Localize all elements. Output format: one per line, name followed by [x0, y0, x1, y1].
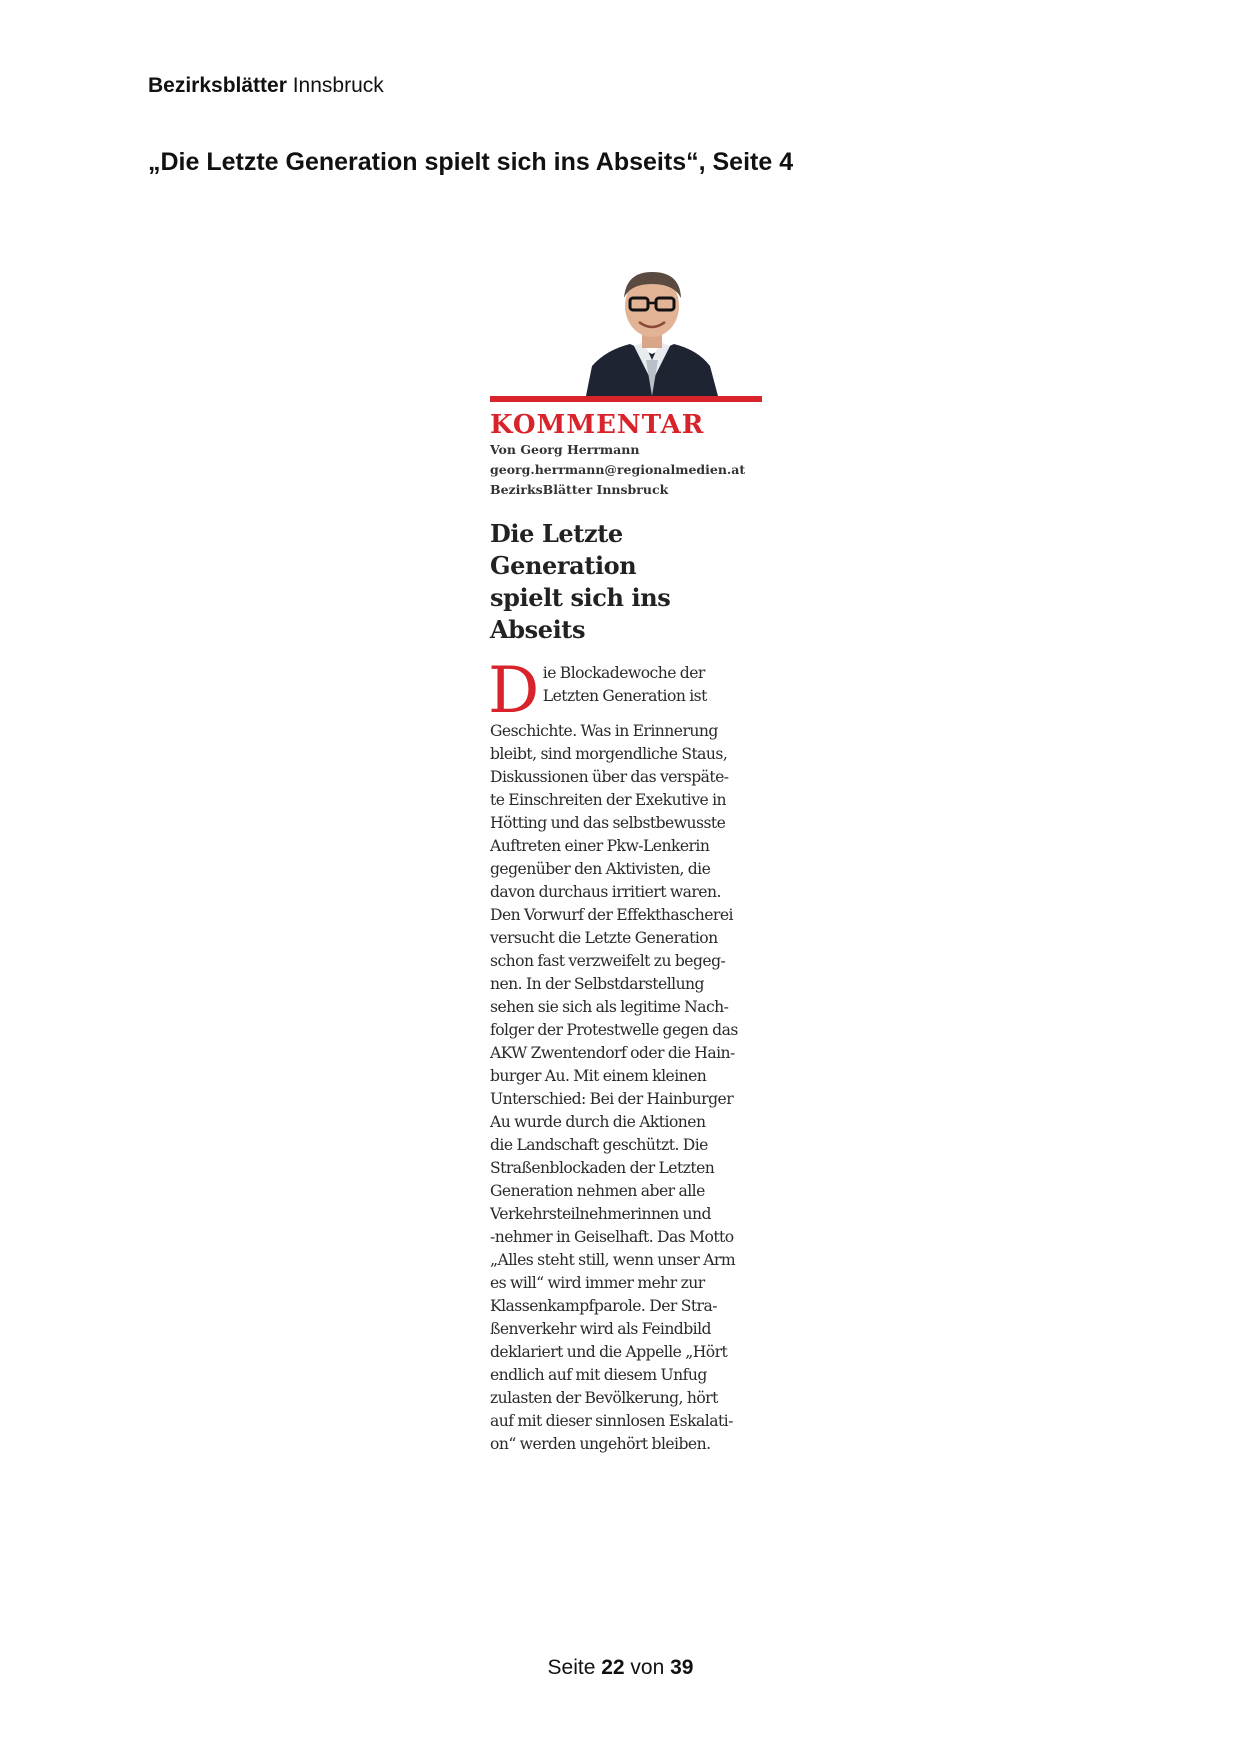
body-line: nen. In der Selbstdarstellung — [490, 975, 704, 993]
body-line: te Einschreiten der Exekutive in — [490, 791, 727, 809]
body-line: Verkehrsteilnehmerinnen und — [490, 1205, 711, 1223]
body-line: Generation nehmen aber alle — [490, 1182, 705, 1200]
body-line: burger Au. Mit einem kleinen — [490, 1067, 707, 1085]
byline-outlet: BezirksBlätter Innsbruck — [490, 482, 669, 497]
body-line: ie Blockadewoche der — [542, 664, 705, 682]
body-line: versucht die Letzte Generation — [490, 929, 718, 947]
body-line: auf mit dieser sinnlosen Eskalati- — [490, 1412, 733, 1430]
article-body — [488, 654, 762, 1456]
body-line: Letzten Generation ist — [542, 687, 707, 705]
body-line: Diskussionen über das verspäte- — [490, 768, 729, 786]
document-title: „Die Letzte Generation spielt sich ins Abseits“, Seite 4 — [148, 148, 794, 176]
body-line: AKW Zwentendorf oder die Hain- — [490, 1044, 735, 1062]
body-line: schon fast verzweifelt zu begeg- — [490, 952, 726, 970]
body-line: es will“ wird immer mehr zur — [490, 1274, 705, 1292]
byline — [490, 440, 762, 500]
author-portrait — [586, 262, 718, 396]
byline-email: georg.herrmann@regionalmedien.at — [490, 462, 746, 477]
body-line: zulasten der Bevölkerung, hört — [490, 1389, 718, 1407]
publication-header — [148, 74, 384, 98]
page-middle: von — [624, 1656, 671, 1679]
drop-cap: D — [488, 654, 539, 728]
article-headline — [490, 518, 762, 646]
body-line: on“ werden ungehört bleiben. — [490, 1435, 711, 1453]
byline-author: Von Georg Herrmann — [490, 442, 640, 457]
body-line: sehen sie sich als legitime Nach- — [490, 998, 729, 1016]
body-line: Auftreten einer Pkw-Lenkerin — [490, 837, 710, 855]
body-line: Straßenblockaden der Letzten — [490, 1159, 715, 1177]
body-line: Geschichte. Was in Erinnerung — [490, 722, 718, 740]
kicker-label: KOMMENTAR — [490, 410, 705, 440]
page-prefix: Seite — [547, 1656, 602, 1679]
body-line: ßenverkehr wird als Feindbild — [490, 1320, 711, 1338]
body-line: Klassenkampfparole. Der Stra- — [490, 1297, 717, 1315]
article-clipping — [490, 262, 762, 1456]
body-line: Hötting und das selbstbewusste — [490, 814, 726, 832]
body-line: endlich auf mit diesem Unfug — [490, 1366, 707, 1384]
body-line: Au wurde durch die Aktionen — [490, 1113, 706, 1131]
headline-line: Die Letzte Generation — [490, 519, 637, 580]
publication-name: Bezirksblätter — [148, 74, 287, 97]
page-number — [0, 1656, 1241, 1680]
headline-line: spielt sich ins Abseits — [490, 583, 671, 644]
body-line: davon durchaus irritiert waren. — [490, 883, 721, 901]
publication-region: Innsbruck — [286, 74, 384, 97]
body-line: die Landschaft geschützt. Die — [490, 1136, 708, 1154]
body-line: -nehmer in Geiselhaft. Das Motto — [490, 1228, 734, 1246]
body-line: „Alles steht still, wenn unser Arm — [490, 1251, 736, 1269]
page-current: 22 — [601, 1656, 625, 1679]
body-line: gegenüber den Aktivisten, die — [490, 860, 711, 878]
body-line: bleibt, sind morgendliche Staus, — [490, 745, 728, 763]
body-line: folger der Protestwelle gegen das — [490, 1021, 738, 1039]
body-line: Unterschied: Bei der Hainburger — [490, 1090, 734, 1108]
body-line: Den Vorwurf der Effekthascherei — [490, 906, 733, 924]
red-divider — [490, 396, 762, 402]
body-line: deklariert und die Appelle „Hört — [490, 1343, 728, 1361]
page-total: 39 — [670, 1656, 694, 1679]
